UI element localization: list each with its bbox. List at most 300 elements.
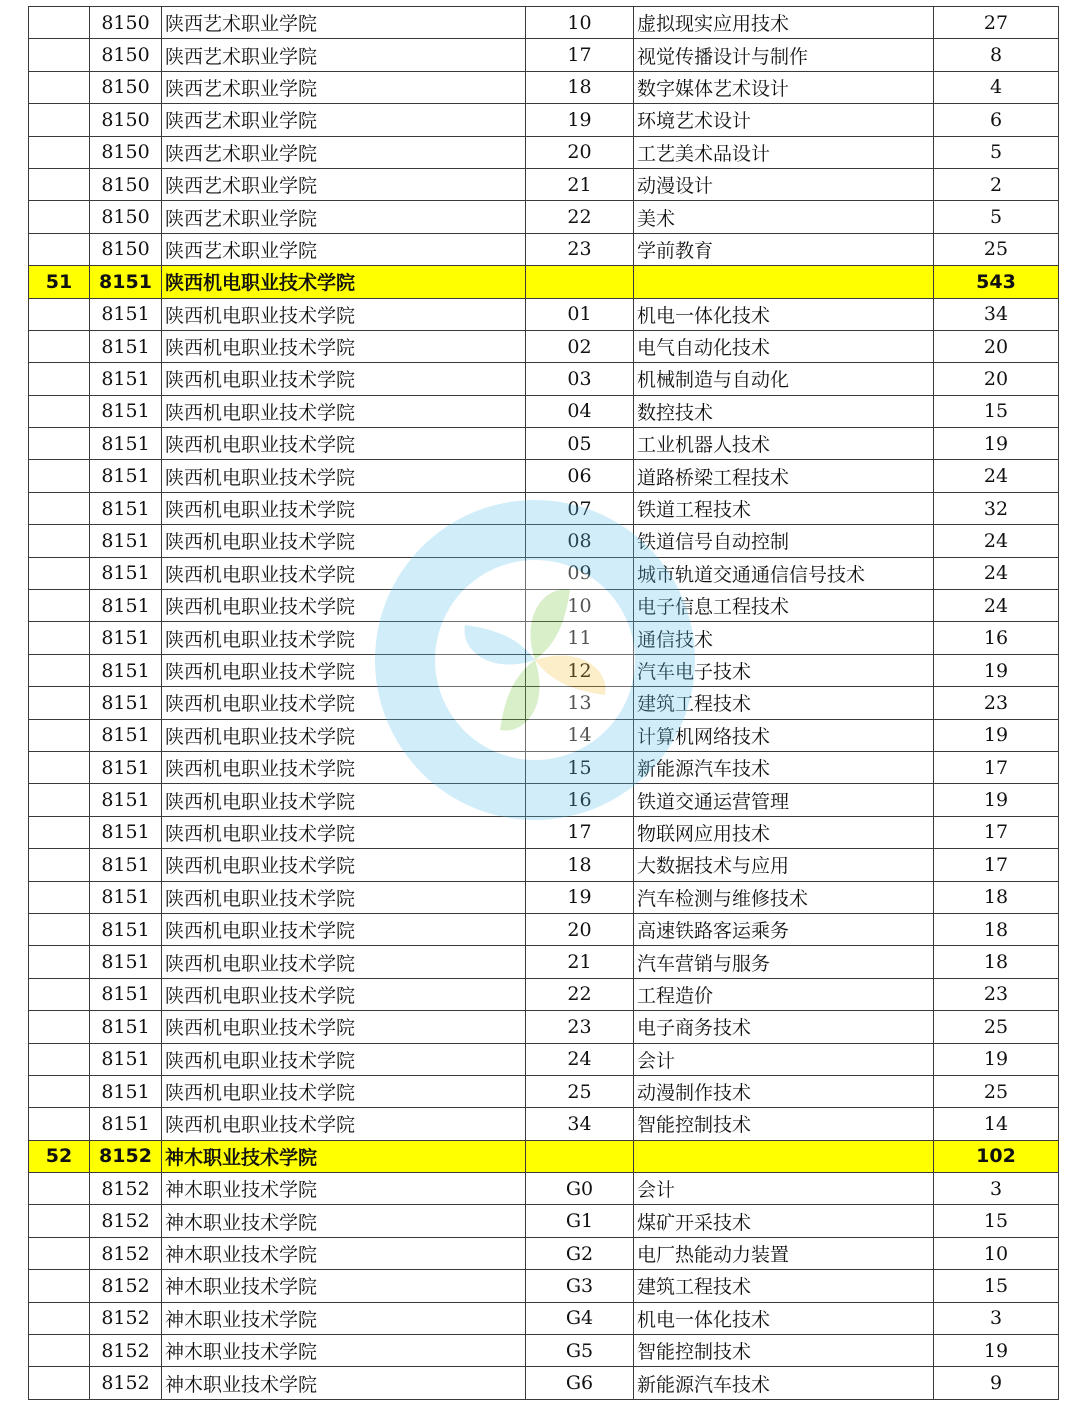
table-row [29,71,1059,103]
seq-cell [29,913,90,945]
school-name-cell: 神木职业技术学院 [162,1140,526,1172]
major-name-cell: 汽车检测与维修技术 [634,881,934,913]
plan-count-cell: 8 [934,39,1059,71]
school-code-cell: 8151 [90,298,162,330]
table-row [29,525,1059,557]
major-code-cell: 20 [526,913,634,945]
seq-cell [29,1302,90,1334]
school-code-cell: 8151 [90,492,162,524]
major-code-cell: G2 [526,1237,634,1269]
school-name-cell: 陕西机电职业技术学院 [162,1043,526,1075]
major-name-cell: 工艺美术品设计 [634,136,934,168]
seq-cell [29,7,90,39]
seq-cell [29,1237,90,1269]
school-code-cell: 8151 [90,395,162,427]
major-name-cell: 机械制造与自动化 [634,363,934,395]
table-row [29,590,1059,622]
table-row [29,1302,1059,1334]
school-name-cell: 陕西机电职业技术学院 [162,816,526,848]
plan-count-cell: 14 [934,1108,1059,1140]
seq-cell [29,557,90,589]
school-summary-row [29,1140,1059,1172]
school-name-cell: 神木职业技术学院 [162,1173,526,1205]
plan-count-cell: 102 [934,1140,1059,1172]
table-row [29,557,1059,589]
plan-count-cell: 17 [934,816,1059,848]
school-code-cell: 8151 [90,881,162,913]
school-summary-row [29,266,1059,298]
major-name-cell: 新能源汽车技术 [634,1367,934,1399]
seq-cell [29,168,90,200]
plan-count-cell: 18 [934,946,1059,978]
seq-cell [29,460,90,492]
school-name-cell: 陕西机电职业技术学院 [162,622,526,654]
school-name-cell: 陕西艺术职业学院 [162,7,526,39]
table-row [29,104,1059,136]
major-code-cell: G5 [526,1335,634,1367]
school-name-cell: 陕西机电职业技术学院 [162,298,526,330]
school-code-cell: 8150 [90,201,162,233]
school-name-cell: 陕西机电职业技术学院 [162,784,526,816]
plan-count-cell: 19 [934,654,1059,686]
school-name-cell: 陕西机电职业技术学院 [162,428,526,460]
major-name-cell: 智能控制技术 [634,1335,934,1367]
seq-cell: 52 [29,1140,90,1172]
major-code-cell: 06 [526,460,634,492]
table-row [29,1173,1059,1205]
seq-cell [29,978,90,1010]
seq-cell [29,590,90,622]
major-name-cell: 物联网应用技术 [634,816,934,848]
school-code-cell: 8152 [90,1335,162,1367]
school-code-cell: 8152 [90,1302,162,1334]
seq-cell [29,201,90,233]
table-row [29,1108,1059,1140]
school-name-cell: 陕西机电职业技术学院 [162,395,526,427]
plan-count-cell: 25 [934,1011,1059,1043]
school-name-cell: 陕西艺术职业学院 [162,233,526,265]
major-code-cell: 04 [526,395,634,427]
school-name-cell: 陕西机电职业技术学院 [162,525,526,557]
major-code-cell: G1 [526,1205,634,1237]
major-code-cell: 22 [526,978,634,1010]
major-name-cell: 新能源汽车技术 [634,751,934,783]
major-code-cell: 24 [526,1043,634,1075]
plan-count-cell: 34 [934,298,1059,330]
school-name-cell: 神木职业技术学院 [162,1335,526,1367]
major-code-cell: G6 [526,1367,634,1399]
school-code-cell: 8152 [90,1237,162,1269]
major-code-cell: 22 [526,201,634,233]
major-code-cell: 21 [526,946,634,978]
seq-cell [29,1108,90,1140]
major-name-cell: 建筑工程技术 [634,1270,934,1302]
major-code-cell: 17 [526,816,634,848]
table-row [29,687,1059,719]
major-name-cell: 工程造价 [634,978,934,1010]
seq-cell [29,1270,90,1302]
seq-cell [29,849,90,881]
seq-cell [29,298,90,330]
major-code-cell: 10 [526,7,634,39]
major-code-cell: G4 [526,1302,634,1334]
seq-cell [29,622,90,654]
major-name-cell: 数控技术 [634,395,934,427]
seq-cell [29,428,90,460]
school-code-cell: 8151 [90,590,162,622]
plan-count-cell: 3 [934,1173,1059,1205]
major-code-cell: 15 [526,751,634,783]
school-code-cell: 8150 [90,39,162,71]
major-code-cell: G3 [526,1270,634,1302]
table-row [29,168,1059,200]
school-name-cell: 陕西机电职业技术学院 [162,654,526,686]
table-row [29,39,1059,71]
school-code-cell: 8151 [90,460,162,492]
school-name-cell: 陕西机电职业技术学院 [162,719,526,751]
major-code-cell: 18 [526,849,634,881]
plan-count-cell: 4 [934,71,1059,103]
school-code-cell: 8150 [90,136,162,168]
school-code-cell: 8151 [90,978,162,1010]
plan-count-cell: 17 [934,849,1059,881]
table-row [29,751,1059,783]
plan-count-cell: 25 [934,1075,1059,1107]
seq-cell [29,395,90,427]
major-code-cell: 23 [526,233,634,265]
major-name-cell [634,266,934,298]
major-name-cell: 机电一体化技术 [634,298,934,330]
major-name-cell: 视觉传播设计与制作 [634,39,934,71]
major-name-cell: 电厂热能动力装置 [634,1237,934,1269]
major-name-cell: 通信技术 [634,622,934,654]
table-row [29,1205,1059,1237]
table-row [29,233,1059,265]
school-code-cell: 8150 [90,7,162,39]
table-row [29,1367,1059,1399]
plan-count-cell: 15 [934,1270,1059,1302]
table-row [29,1043,1059,1075]
school-code-cell: 8151 [90,557,162,589]
school-name-cell: 陕西艺术职业学院 [162,104,526,136]
seq-cell [29,946,90,978]
plan-count-cell: 18 [934,913,1059,945]
school-code-cell: 8151 [90,1043,162,1075]
school-code-cell: 8151 [90,1075,162,1107]
major-code-cell: G0 [526,1173,634,1205]
plan-count-cell: 10 [934,1237,1059,1269]
major-name-cell: 美术 [634,201,934,233]
seq-cell [29,784,90,816]
school-code-cell: 8151 [90,913,162,945]
seq-cell [29,654,90,686]
school-name-cell: 陕西机电职业技术学院 [162,492,526,524]
school-name-cell: 陕西机电职业技术学院 [162,1011,526,1043]
plan-count-cell: 25 [934,233,1059,265]
school-code-cell: 8151 [90,266,162,298]
plan-count-cell: 16 [934,622,1059,654]
seq-cell [29,1367,90,1399]
table-row [29,913,1059,945]
school-code-cell: 8151 [90,330,162,362]
seq-cell: 51 [29,266,90,298]
plan-count-cell: 24 [934,460,1059,492]
major-code-cell: 23 [526,1011,634,1043]
table-row [29,428,1059,460]
school-name-cell: 陕西机电职业技术学院 [162,590,526,622]
plan-count-cell: 24 [934,525,1059,557]
table-row [29,201,1059,233]
school-code-cell: 8151 [90,946,162,978]
school-name-cell: 神木职业技术学院 [162,1302,526,1334]
major-name-cell: 煤矿开采技术 [634,1205,934,1237]
school-name-cell: 陕西艺术职业学院 [162,136,526,168]
school-name-cell: 陕西机电职业技术学院 [162,363,526,395]
major-code-cell: 18 [526,71,634,103]
school-name-cell: 陕西机电职业技术学院 [162,266,526,298]
seq-cell [29,751,90,783]
major-name-cell: 高速铁路客运乘务 [634,913,934,945]
major-code-cell: 17 [526,39,634,71]
major-code-cell: 03 [526,363,634,395]
school-code-cell: 8151 [90,849,162,881]
major-name-cell: 会计 [634,1173,934,1205]
school-name-cell: 陕西机电职业技术学院 [162,946,526,978]
major-code-cell: 21 [526,168,634,200]
plan-count-cell: 9 [934,1367,1059,1399]
major-name-cell: 动漫制作技术 [634,1075,934,1107]
major-code-cell: 09 [526,557,634,589]
seq-cell [29,104,90,136]
school-name-cell: 陕西机电职业技术学院 [162,978,526,1010]
school-name-cell: 陕西机电职业技术学院 [162,557,526,589]
major-code-cell [526,266,634,298]
plan-count-cell: 5 [934,136,1059,168]
major-name-cell: 电子商务技术 [634,1011,934,1043]
major-code-cell: 16 [526,784,634,816]
table-row [29,849,1059,881]
major-code-cell: 12 [526,654,634,686]
school-name-cell: 陕西艺术职业学院 [162,168,526,200]
school-code-cell: 8152 [90,1140,162,1172]
table-row [29,816,1059,848]
school-code-cell: 8151 [90,525,162,557]
table-row [29,330,1059,362]
school-name-cell: 神木职业技术学院 [162,1270,526,1302]
school-code-cell: 8151 [90,363,162,395]
major-name-cell [634,1140,934,1172]
major-name-cell: 机电一体化技术 [634,1302,934,1334]
school-code-cell: 8152 [90,1173,162,1205]
school-code-cell: 8152 [90,1270,162,1302]
table-row [29,881,1059,913]
table-row [29,7,1059,39]
table-body [29,7,1059,1400]
major-name-cell: 铁道交通运营管理 [634,784,934,816]
seq-cell [29,1043,90,1075]
school-name-cell: 陕西机电职业技术学院 [162,1075,526,1107]
table-row [29,492,1059,524]
major-code-cell: 07 [526,492,634,524]
seq-cell [29,719,90,751]
seq-cell [29,687,90,719]
plan-count-cell: 23 [934,687,1059,719]
plan-count-cell: 3 [934,1302,1059,1334]
school-name-cell: 陕西机电职业技术学院 [162,460,526,492]
seq-cell [29,136,90,168]
major-name-cell: 会计 [634,1043,934,1075]
school-name-cell: 神木职业技术学院 [162,1237,526,1269]
major-code-cell: 05 [526,428,634,460]
major-code-cell: 10 [526,590,634,622]
table-row [29,395,1059,427]
plan-count-cell: 20 [934,363,1059,395]
major-name-cell: 虚拟现实应用技术 [634,7,934,39]
school-code-cell: 8151 [90,428,162,460]
major-name-cell: 大数据技术与应用 [634,849,934,881]
plan-count-cell: 19 [934,719,1059,751]
school-name-cell: 陕西机电职业技术学院 [162,913,526,945]
school-name-cell: 陕西机电职业技术学院 [162,330,526,362]
plan-count-cell: 20 [934,330,1059,362]
plan-count-cell: 19 [934,428,1059,460]
seq-cell [29,525,90,557]
table-row [29,363,1059,395]
plan-count-cell: 23 [934,978,1059,1010]
plan-count-cell: 19 [934,1043,1059,1075]
school-code-cell: 8151 [90,1011,162,1043]
seq-cell [29,1011,90,1043]
plan-count-cell: 15 [934,395,1059,427]
major-code-cell: 02 [526,330,634,362]
table-row [29,654,1059,686]
major-code-cell: 19 [526,104,634,136]
school-name-cell: 陕西艺术职业学院 [162,39,526,71]
plan-count-cell: 2 [934,168,1059,200]
major-name-cell: 智能控制技术 [634,1108,934,1140]
major-code-cell: 34 [526,1108,634,1140]
plan-count-cell: 32 [934,492,1059,524]
table-row [29,978,1059,1010]
seq-cell [29,330,90,362]
major-name-cell: 建筑工程技术 [634,687,934,719]
table-row [29,1011,1059,1043]
seq-cell [29,492,90,524]
seq-cell [29,39,90,71]
table-row [29,136,1059,168]
seq-cell [29,1335,90,1367]
major-name-cell: 数字媒体艺术设计 [634,71,934,103]
major-name-cell: 工业机器人技术 [634,428,934,460]
plan-count-cell: 27 [934,7,1059,39]
school-code-cell: 8150 [90,104,162,136]
plan-count-cell: 6 [934,104,1059,136]
seq-cell [29,1205,90,1237]
table-row [29,1237,1059,1269]
major-code-cell: 25 [526,1075,634,1107]
plan-count-cell: 543 [934,266,1059,298]
seq-cell [29,233,90,265]
table-row [29,784,1059,816]
seq-cell [29,1173,90,1205]
major-name-cell: 环境艺术设计 [634,104,934,136]
major-code-cell: 14 [526,719,634,751]
major-code-cell [526,1140,634,1172]
seq-cell [29,816,90,848]
table-row [29,719,1059,751]
seq-cell [29,363,90,395]
school-code-cell: 8151 [90,719,162,751]
major-code-cell: 08 [526,525,634,557]
school-name-cell: 神木职业技术学院 [162,1367,526,1399]
table-row [29,1270,1059,1302]
major-name-cell: 汽车电子技术 [634,654,934,686]
major-name-cell: 城市轨道交通通信信号技术 [634,557,934,589]
major-name-cell: 电气自动化技术 [634,330,934,362]
table-row [29,298,1059,330]
school-code-cell: 8150 [90,168,162,200]
table-row [29,1075,1059,1107]
school-name-cell: 陕西机电职业技术学院 [162,687,526,719]
school-code-cell: 8150 [90,233,162,265]
major-name-cell: 动漫设计 [634,168,934,200]
school-name-cell: 陕西机电职业技术学院 [162,849,526,881]
major-name-cell: 汽车营销与服务 [634,946,934,978]
school-code-cell: 8151 [90,1108,162,1140]
major-code-cell: 11 [526,622,634,654]
table-row [29,460,1059,492]
school-code-cell: 8150 [90,71,162,103]
major-name-cell: 电子信息工程技术 [634,590,934,622]
school-code-cell: 8152 [90,1367,162,1399]
school-code-cell: 8151 [90,622,162,654]
major-code-cell: 01 [526,298,634,330]
seq-cell [29,71,90,103]
table-row [29,1335,1059,1367]
enrollment-plan-table [28,6,1058,1400]
school-name-cell: 陕西机电职业技术学院 [162,1108,526,1140]
major-name-cell: 学前教育 [634,233,934,265]
major-code-cell: 20 [526,136,634,168]
school-code-cell: 8152 [90,1205,162,1237]
school-name-cell: 陕西机电职业技术学院 [162,881,526,913]
school-code-cell: 8151 [90,784,162,816]
school-name-cell: 陕西艺术职业学院 [162,71,526,103]
school-name-cell: 神木职业技术学院 [162,1205,526,1237]
major-code-cell: 13 [526,687,634,719]
plan-count-cell: 19 [934,1335,1059,1367]
seq-cell [29,1075,90,1107]
plan-count-cell: 17 [934,751,1059,783]
school-name-cell: 陕西机电职业技术学院 [162,751,526,783]
plan-count-cell: 18 [934,881,1059,913]
school-code-cell: 8151 [90,751,162,783]
plan-count-cell: 15 [934,1205,1059,1237]
major-name-cell: 铁道工程技术 [634,492,934,524]
table-row [29,622,1059,654]
major-code-cell: 19 [526,881,634,913]
school-code-cell: 8151 [90,654,162,686]
major-name-cell: 计算机网络技术 [634,719,934,751]
seq-cell [29,881,90,913]
plan-count-cell: 24 [934,557,1059,589]
school-name-cell: 陕西艺术职业学院 [162,201,526,233]
school-code-cell: 8151 [90,816,162,848]
plan-count-cell: 19 [934,784,1059,816]
major-name-cell: 道路桥梁工程技术 [634,460,934,492]
table-row [29,946,1059,978]
plan-count-cell: 5 [934,201,1059,233]
